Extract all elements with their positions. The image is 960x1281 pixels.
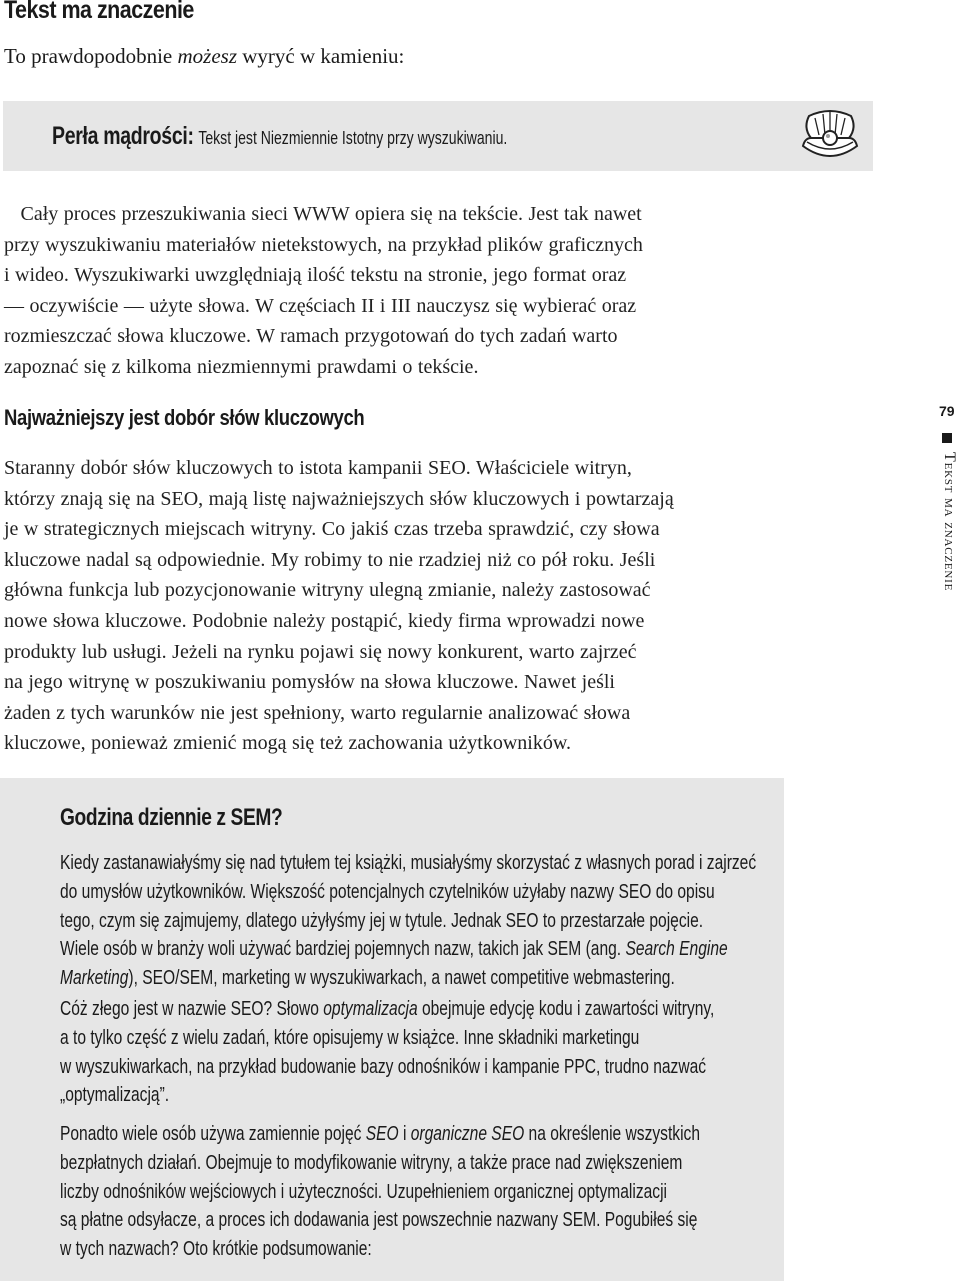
sidebar-emphasis: SEO	[365, 1122, 399, 1145]
sidebar-line: Kiedy zastanawiałyśmy się nad tytułem tej książki, musiałyśmy skorzystać z własnych porad i zajrzeć	[60, 851, 757, 874]
sidebar-line: tego, czym się zajmujemy, dlatego użyłyśmy jej w tytule. Jednak SEO to przestarzałe pojęcie.	[60, 908, 704, 932]
paragraph-line: i wideo. Wyszukiwarki uwzględniają ilość tekstu na stronie, jego format oraz	[4, 264, 627, 287]
paragraph-line: je w strategicznych miejscach witryny. Co jakiś czas trzeba sprawdzić, czy słowa	[4, 518, 660, 541]
sidebar-emphasis: Marketing	[60, 966, 129, 990]
paragraph-line: główna funkcja lub pozycjonowanie witryny ulegną zmianie, należy zastosować	[4, 579, 651, 602]
body-paragraph-2	[4, 453, 674, 759]
sidebar-emphasis: organiczne SEO	[410, 1122, 525, 1145]
sidebar-line	[60, 1120, 700, 1149]
paragraph-line: zapoznać się z kilkoma niezmiennymi prawdami o tekście.	[4, 355, 479, 378]
paragraph-line: którzy znają się na SEO, mają listę najważniejszych słów kluczowych i powtarzają	[4, 487, 674, 510]
sidebar-line: w wyszukiwarkach, na przykład budowanie bazy odnośników i kampanie PPC, trudno nazwać	[60, 1054, 707, 1078]
sidebar-line	[60, 935, 756, 964]
body-paragraph-1	[4, 199, 643, 383]
paragraph-line: żaden z tych warunków nie jest spełniony, warto regularnie analizować słowa	[4, 701, 631, 724]
running-head-text: Tekst ma znaczenie	[941, 452, 958, 592]
intro-emphasis: możesz	[177, 44, 238, 68]
tip-box	[3, 101, 873, 171]
sidebar-paragraph-2	[60, 995, 714, 1110]
sidebar-text: ), SEO/SEM, marketing w wyszukiwarkach, a nawet competitive webmastering.	[128, 966, 675, 990]
sidebar-text: na określenie wszystkich	[524, 1122, 701, 1145]
sidebar-text: Cóż złego jest w nazwie SEO? Słowo	[60, 997, 324, 1020]
paragraph-line: przy wyszukiwaniu materiałów nietekstowych, na przykład plików graficznych	[4, 233, 643, 256]
intro-before: To prawdopodobnie	[4, 44, 178, 68]
paragraph-line: produkty lub usługi. Jeżeli na rynku pojawi się nowy konkurent, warto zajrzeć	[4, 640, 637, 663]
sidebar-title: Godzina dziennie z SEM?	[60, 804, 283, 831]
page-number: 79	[939, 403, 955, 419]
pearl-oyster-icon	[799, 108, 861, 164]
sidebar-paragraph-3	[60, 1120, 700, 1264]
paragraph-line: Cały proces przeszukiwania sieci WWW opiera się na tekście. Jest tak nawet	[4, 203, 642, 225]
sidebar-line: do umysłów użytkowników. Większość potencjalnych czytelników użyłaby nazwy SEO do opisu	[60, 879, 715, 903]
sidebar-line: bezpłatnych działań. Obejmuje to modyfikowanie witryny, a także prace nad zwiększeniem	[60, 1150, 683, 1174]
paragraph-line: na jego witrynę w poszukiwaniu pomysłów na słowa kluczowe. Nawet jeśli	[4, 671, 615, 694]
sidebar-emphasis: optymalizacja	[323, 997, 418, 1020]
section-heading: Najważniejszy jest dobór słów kluczowych	[4, 405, 365, 430]
sidebar-line: liczby odnośników wejściowych i użyteczności. Uzupełnieniem organicznej optymalizacji	[60, 1179, 668, 1203]
page-title: Tekst ma znaczenie	[4, 0, 194, 24]
sidebar-line: „optymalizacją”.	[60, 1083, 170, 1107]
paragraph-line: — oczywiście — użyte słowa. W częściach II i III nauczysz się wybierać oraz	[4, 294, 637, 317]
paragraph-line: kluczowe, ponieważ zmienić mogą się też zachowania użytkowników.	[4, 732, 571, 755]
intro-after: wyryć w kamieniu:	[237, 44, 405, 68]
sidebar-text: obejmuje edycję kodu i zawartości witryny,	[417, 997, 715, 1020]
sidebar-text: i	[398, 1122, 411, 1145]
sidebar-paragraph-1	[60, 849, 756, 993]
sidebar-box	[0, 778, 784, 1281]
sidebar-line	[60, 995, 714, 1024]
tip-title: Perła mądrości:	[52, 122, 194, 150]
sidebar-text: Ponadto wiele osób używa zamiennie pojęć	[60, 1122, 366, 1145]
sidebar-text: Wiele osób w branży woli używać bardziej pojemnych nazw, takich jak SEM (ang.	[60, 937, 626, 961]
tip-body: Tekst jest Niezmiennie Istotny przy wyszukiwaniu.	[198, 128, 508, 148]
intro-text	[4, 44, 404, 69]
sidebar-line	[60, 964, 756, 993]
sidebar-line: są płatne odsyłacze, a proces ich dodawania jest powszechnie nazwany SEM. Pogubiłeś się	[60, 1208, 698, 1232]
paragraph-line: rozmieszczać słowa kluczowe. W ramach przygotowań do tych zadań warto	[4, 325, 618, 348]
running-head	[938, 452, 960, 632]
tip-text	[52, 122, 507, 151]
sidebar-line: a to tylko część z wielu zadań, które opisujemy w książce. Inne składniki marketingu	[60, 1025, 640, 1049]
paragraph-line: Staranny dobór słów kluczowych to istota kampanii SEO. Właściciele witryn,	[4, 457, 632, 479]
sidebar-emphasis: Search Engine	[625, 937, 728, 961]
paragraph-line: kluczowe nadal są odpowiednie. My robimy to nie rzadziej niż co pół roku. Jeśli	[4, 548, 656, 571]
sidebar-line: w tych nazwach? Oto krótkie podsumowanie:	[60, 1237, 372, 1261]
paragraph-line: nowe słowa kluczowe. Podobnie należy postąpić, kiedy firma wprowadzi nowe	[4, 609, 645, 632]
square-bullet-icon	[942, 433, 952, 443]
